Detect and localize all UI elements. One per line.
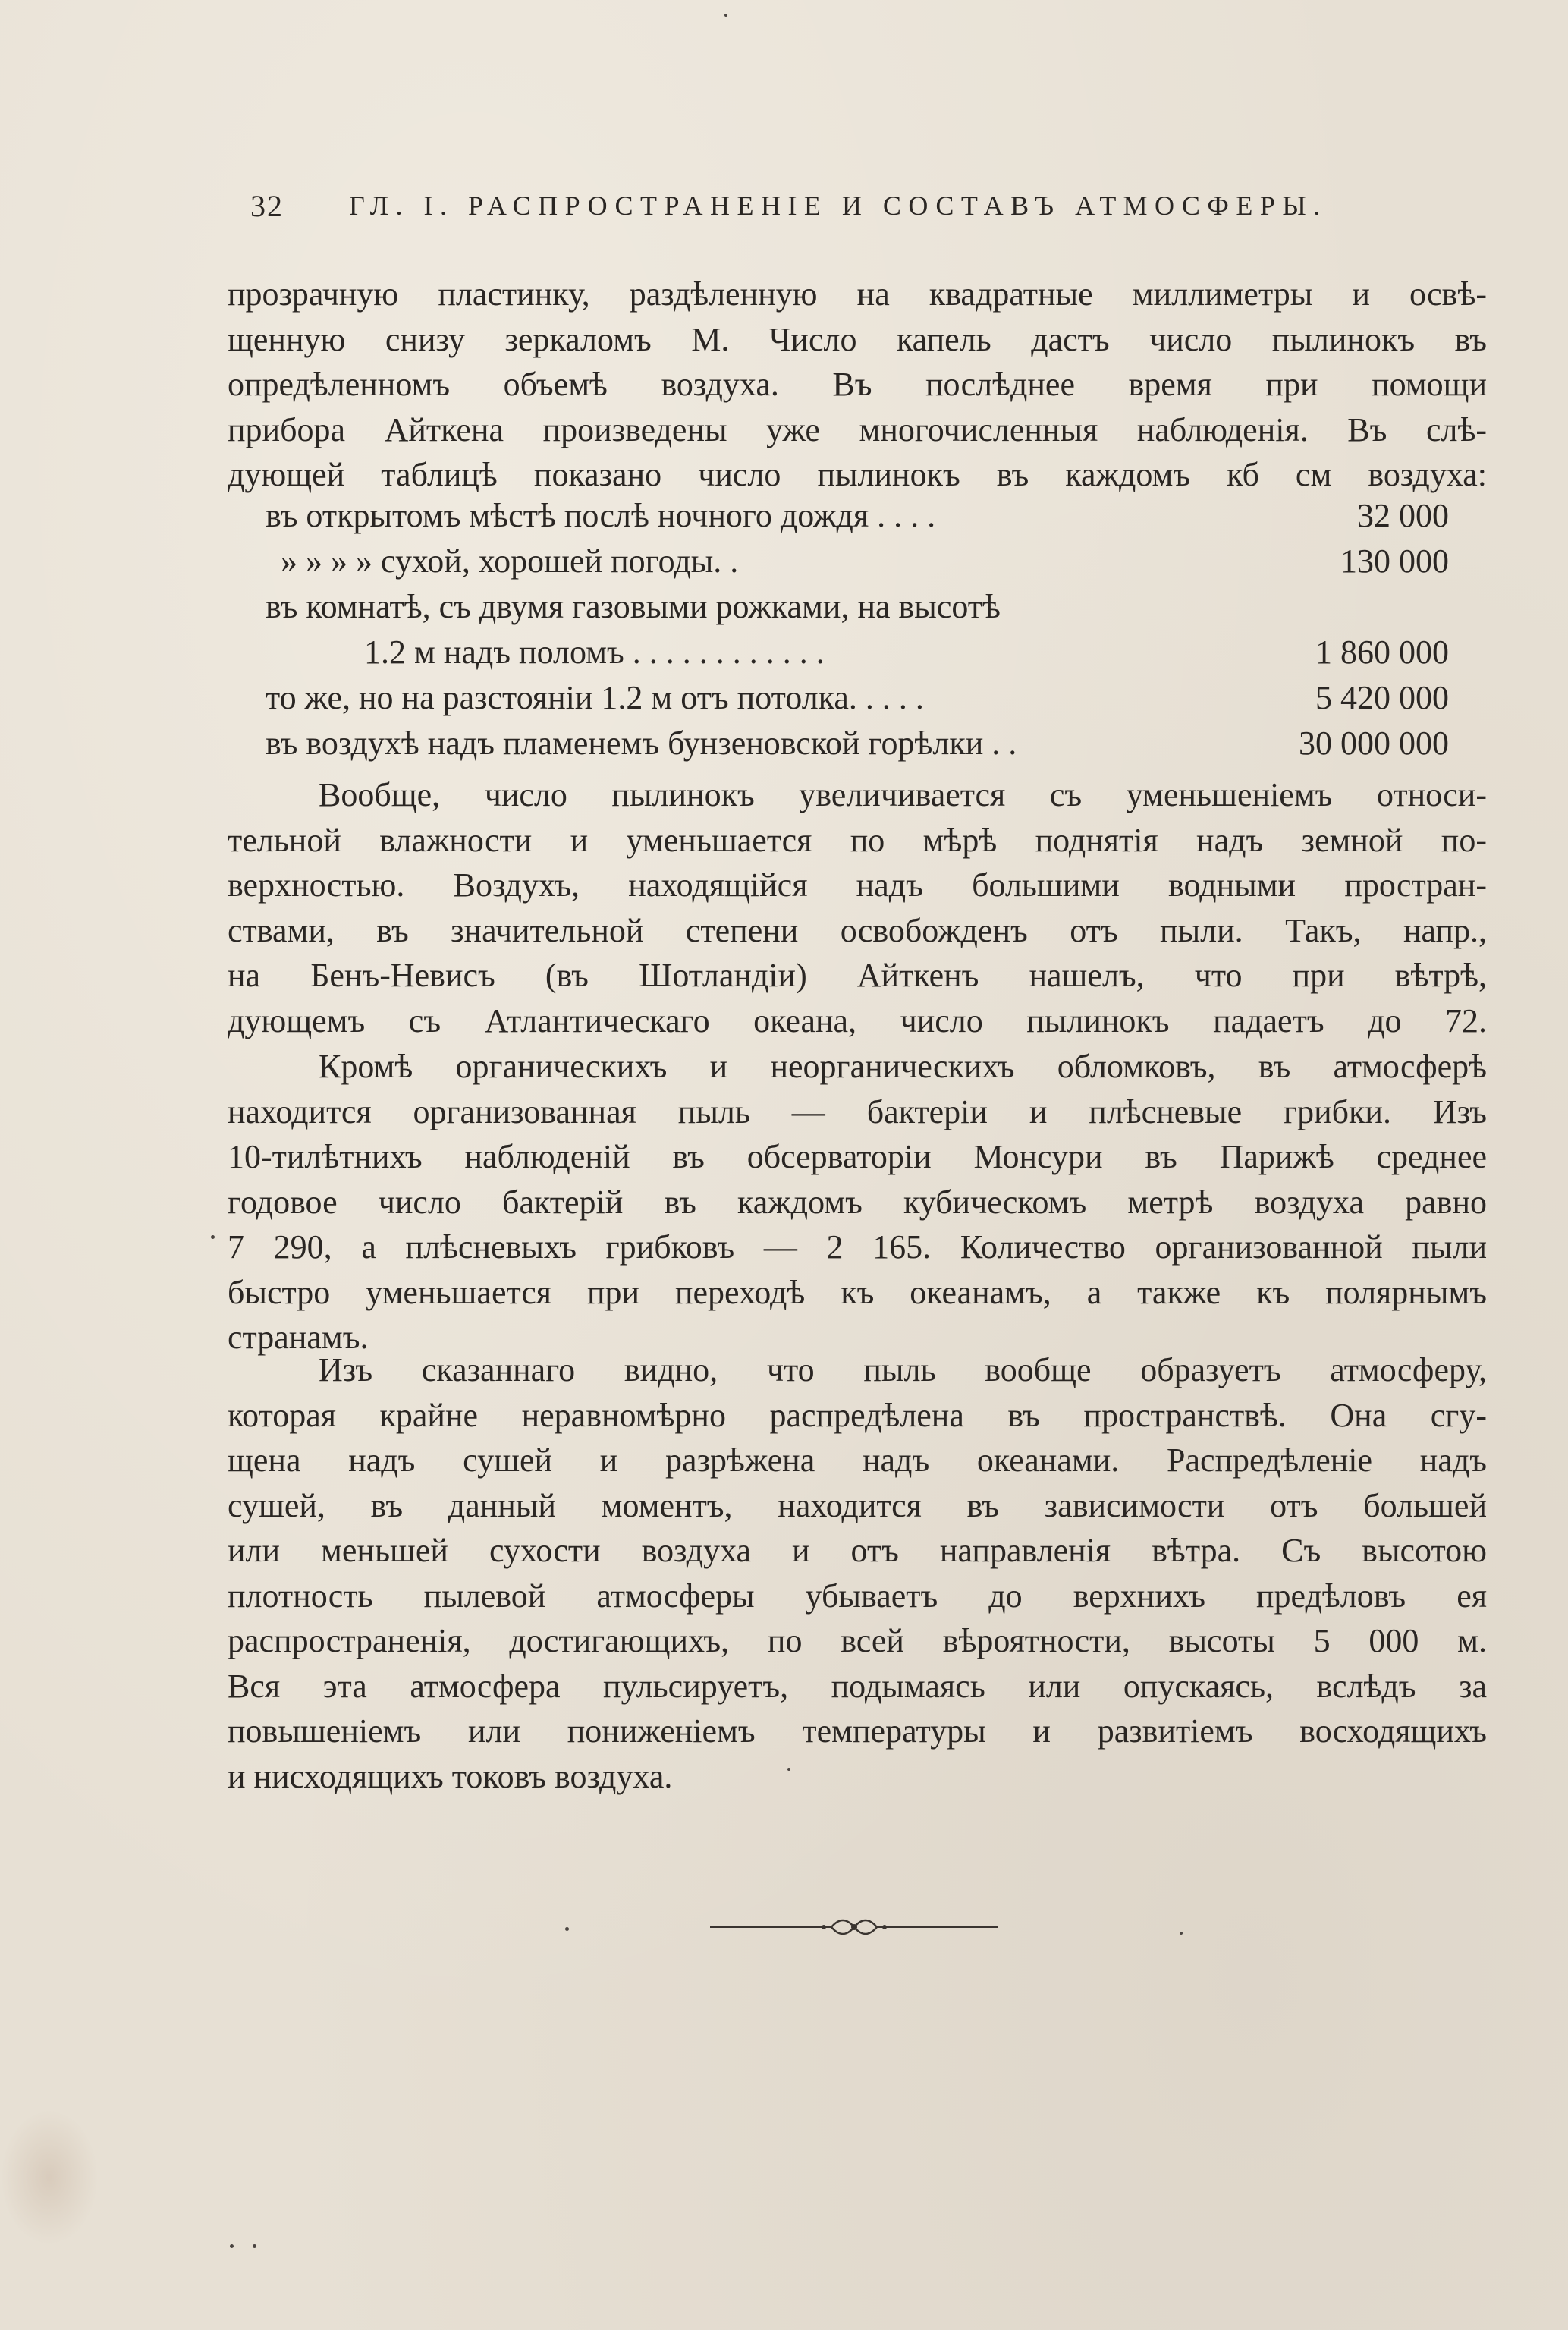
row-label: » » » » сухой, хорошей погоды. .: [281, 542, 739, 580]
text-line: Вся эта атмосфера пульсируетъ, подымаясь или опускаясь, вслѣдъ за: [228, 1667, 1487, 1705]
row-value: 30 000 000: [1299, 725, 1449, 762]
row-label: 1.2 м надъ поломъ . . . . . . . . . . . .: [364, 634, 825, 671]
ornament-divider-icon: [710, 1912, 998, 1942]
text-line: 10-тилѣтнихъ наблюденій въ обсерваторіи Монсури въ Парижѣ среднее: [228, 1138, 1487, 1175]
paper-speck: [211, 1235, 215, 1239]
paragraph-2: [228, 772, 1487, 1043]
table-row: [266, 496, 1449, 542]
paper-speck: [565, 1927, 569, 1931]
text-line: сушей, въ данный моментъ, находится въ зависимости отъ большей: [228, 1486, 1487, 1524]
dust-count-table: [266, 496, 1449, 769]
text-line: 7 290, а плѣсневыхъ грибковъ — 2 165. Количество организованной пыли: [228, 1228, 1487, 1266]
text-line: верхностью. Воздухъ, находящійся надъ большими водными простран-: [228, 866, 1487, 904]
page-number: 32: [250, 189, 284, 223]
paragraph-4: [228, 1347, 1487, 1799]
text-line: щенную снизу зеркаломъ M. Число капель дастъ число пылинокъ въ: [228, 320, 1487, 358]
text-line: Изъ сказаннаго видно, что пыль вообще образуетъ атмосферу,: [319, 1351, 1487, 1388]
text-line: прибора Айткена произведены уже многочисленныя наблюденія. Въ слѣ-: [228, 410, 1487, 448]
table-row: [266, 678, 1449, 724]
text-line: и нисходящихъ токовъ воздуха.: [228, 1757, 673, 1795]
text-line: плотность пылевой атмосферы убываетъ до верхнихъ предѣловъ ея: [228, 1577, 1487, 1615]
row-label: въ комнатѣ, съ двумя газовыми рожками, на высотѣ: [266, 588, 1001, 625]
text-line: на Бенъ-Невисъ (въ Шотландіи) Айткенъ нашелъ, что при вѣтрѣ,: [228, 957, 1487, 994]
paragraph-1: [228, 272, 1487, 498]
text-line: щена надъ сушей и разрѣжена надъ океанами. Распредѣленіе надъ: [228, 1442, 1487, 1479]
text-line: распространенія, достигающихъ, по всей вѣроятности, высоты 5 000 м.: [228, 1622, 1487, 1659]
text-line: Кромѣ органическихъ и неорганическихъ обломковъ, въ атмосферѣ: [319, 1048, 1487, 1085]
row-label: то же, но на разстояніи 1.2 м отъ потолка. . . . .: [266, 679, 924, 716]
text-line: прозрачную пластинку, раздѣленную на квадратные миллиметры и освѣ-: [228, 275, 1487, 313]
text-line: дующемъ съ Атлантическаго океана, число пылинокъ падаетъ до 72.: [228, 1001, 1487, 1039]
paper-speck: [253, 2244, 256, 2248]
paragraph-3: [228, 1044, 1487, 1360]
row-value: 32 000: [1357, 497, 1449, 534]
text-line: Вообще, число пылинокъ увеличивается съ уменьшеніемъ относи-: [319, 776, 1487, 813]
text-line: тельной влажности и уменьшается по мѣрѣ поднятія надъ земной по-: [228, 821, 1487, 859]
text-line: дующей таблицѣ показано число пылинокъ въ каждомъ кб см воздуха:: [228, 456, 1487, 493]
row-value: 130 000: [1340, 542, 1449, 580]
paper-speck: [230, 2244, 234, 2248]
text-line: или меньшей сухости воздуха и отъ направленія вѣтра. Съ высотою: [228, 1532, 1487, 1569]
row-label: въ открытомъ мѣстѣ послѣ ночного дождя . . . .: [266, 497, 936, 534]
text-line: находится организованная пыль — бактеріи и плѣсневые грибки. Изъ: [228, 1093, 1487, 1130]
running-header: [250, 188, 1388, 234]
chapter-title: ГЛ. I. РАСПРОСТРАНЕНІЕ И СОСТАВЪ АТМОСФЕРЫ.: [349, 190, 1328, 221]
table-row: [266, 724, 1449, 769]
text-line: повышеніемъ или пониженіемъ температуры и развитіемъ восходящихъ: [228, 1712, 1487, 1750]
row-value: 1 860 000: [1315, 634, 1449, 671]
paper-speck: [787, 1768, 790, 1771]
table-row: [266, 587, 1449, 633]
table-row: [266, 633, 1449, 678]
paper-speck: [724, 14, 727, 17]
table-row: [266, 542, 1449, 587]
row-label: въ воздухѣ надъ пламенемъ бунзеновской горѣлки . .: [266, 725, 1017, 762]
paper-speck: [1180, 1932, 1183, 1935]
text-line: опредѣленномъ объемѣ воздуха. Въ послѣднее время при помощи: [228, 366, 1487, 403]
text-line: которая крайне неравномѣрно распредѣлена въ пространствѣ. Она сгу-: [228, 1396, 1487, 1434]
row-value: 5 420 000: [1315, 679, 1449, 716]
text-line: ствами, въ значительной степени освобожденъ отъ пыли. Такъ, напр.,: [228, 911, 1487, 949]
text-line: годовое число бактерій въ каждомъ кубическомъ метрѣ воздуха равно: [228, 1183, 1487, 1221]
paper-stain: [0, 2109, 99, 2246]
text-line: быстро уменьшается при переходѣ къ океанамъ, а также къ полярнымъ: [228, 1273, 1487, 1311]
text-line: странамъ.: [228, 1319, 369, 1356]
